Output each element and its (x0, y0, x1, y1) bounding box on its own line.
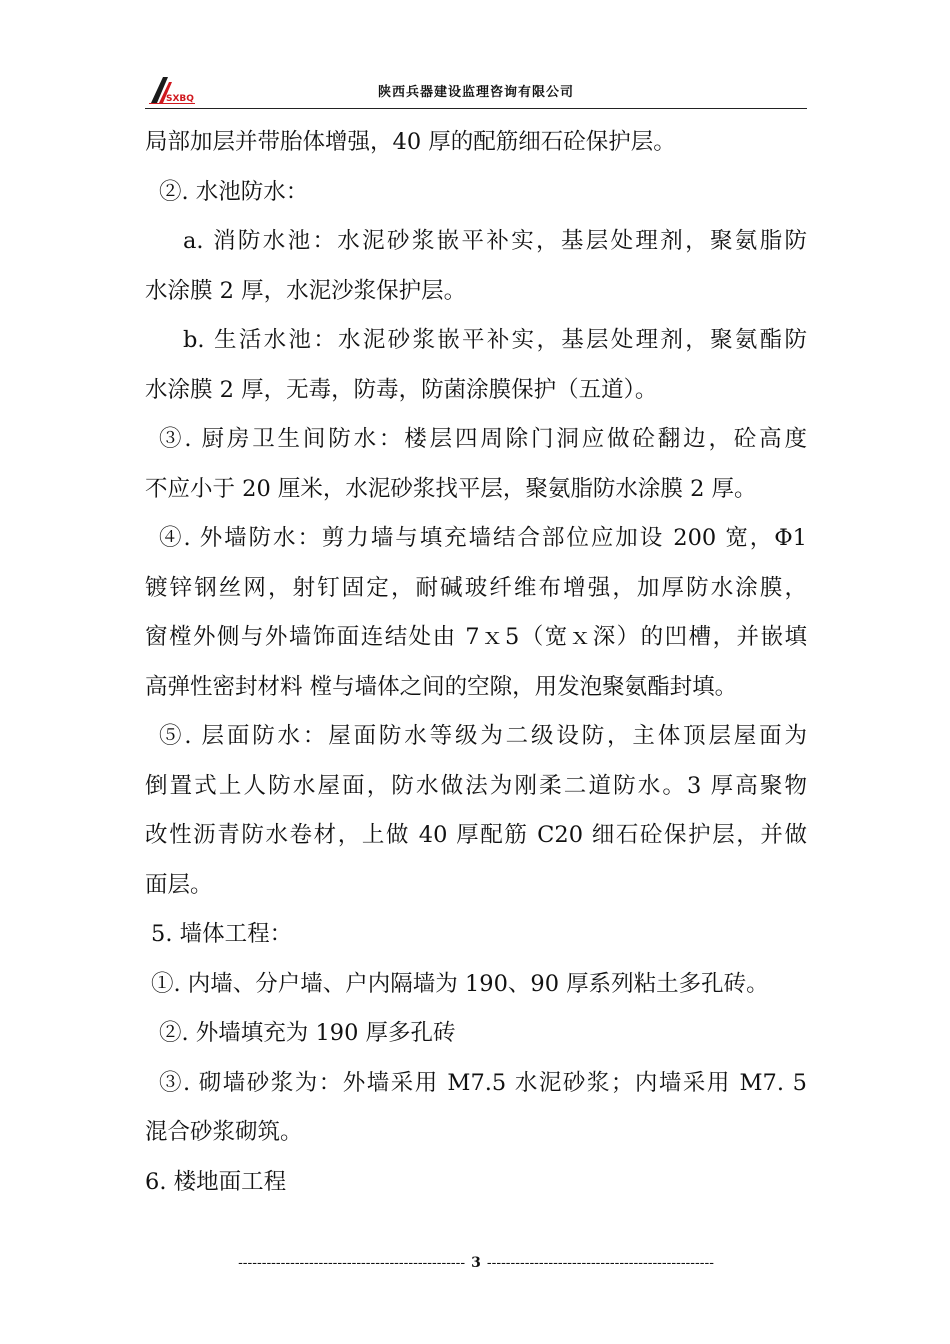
section-heading: ⑤. 层面防水：屋面防水等级为二级设防，主体顶层屋面为 (159, 723, 807, 749)
footer-dashes-left: ------------------------------------------------ (238, 1255, 466, 1271)
footer-dashes-right: ------------------------------------------------ (486, 1255, 714, 1271)
section-heading: ②. 水池防水： (159, 178, 309, 205)
paragraph-line: 水涂膜 2 厚，水泥沙浆保护层。 (145, 277, 467, 304)
paragraph-line: b. 生活水池：水泥砂浆嵌平补实，基层处理剂，聚氨酯防 (183, 327, 807, 353)
paragraph-line: 混合砂浆砌筑。 (145, 1119, 303, 1145)
paragraph-line: 不应小于 20 厘米，水泥砂浆找平层，聚氨脂防水涂膜 2 厚。 (145, 475, 757, 502)
page-number: 3 (471, 1255, 481, 1271)
section-heading: ①. 内墙、分户墙、户内隔墙为 190、90 厚系列粘土多孔砖。 (151, 970, 769, 997)
paragraph-line: 改性沥青防水卷材，上做 40 厚配筋 C20 细石砼保护层，并做 (145, 822, 807, 848)
logo-text: SXBQ (166, 94, 194, 104)
paragraph-line: 面层。 (145, 871, 213, 898)
paragraph-line: 倒置式上人防水屋面，防水做法为刚柔二道防水。3 厚高聚物 (145, 772, 807, 799)
page-header (145, 70, 807, 109)
section-heading: ③. 砌墙砂浆为：外墙采用 M7.5 水泥砂浆；内墙采用 M7. 5 (159, 1069, 807, 1096)
section-heading: 5. 墙体工程： (151, 921, 293, 947)
section-heading: 6. 楼地面工程 (145, 1168, 287, 1195)
paragraph-line: a. 消防水池：水泥砂浆嵌平补实，基层处理剂，聚氨脂防 (183, 228, 807, 254)
paragraph-line: 水涂膜 2 厚，无毒，防毒，防菌涂膜保护（五道）。 (145, 376, 658, 403)
paragraph-line: 镀锌钢丝网，射钉固定，耐碱玻纤维布增强，加厚防水涂膜， (145, 574, 807, 601)
section-heading: ③. 厨房卫生间防水：楼层四周除门洞应做砼翻边，砼高度 (159, 426, 807, 452)
section-heading: ②. 外墙填充为 190 厚多孔砖 (159, 1020, 456, 1046)
paragraph-line: 局部加层并带胎体增强，40 厚的配筋细石砼保护层。 (145, 129, 676, 155)
paragraph-line: 窗樘外侧与外墙饰面连结处由 7ｘ5（宽ｘ深）的凹槽，并嵌填 (145, 624, 807, 650)
document-body (145, 118, 807, 1207)
section-heading: ④. 外墙防水：剪力墙与填充墙结合部位应加设 200 宽，Φ1 (159, 525, 807, 551)
paragraph-line: 高弹性密封材料 樘与墙体之间的空隙，用发泡聚氨酯封填。 (145, 673, 738, 700)
page-footer (145, 1254, 807, 1272)
company-name: 陕西兵器建设监理咨询有限公司 (377, 85, 574, 100)
